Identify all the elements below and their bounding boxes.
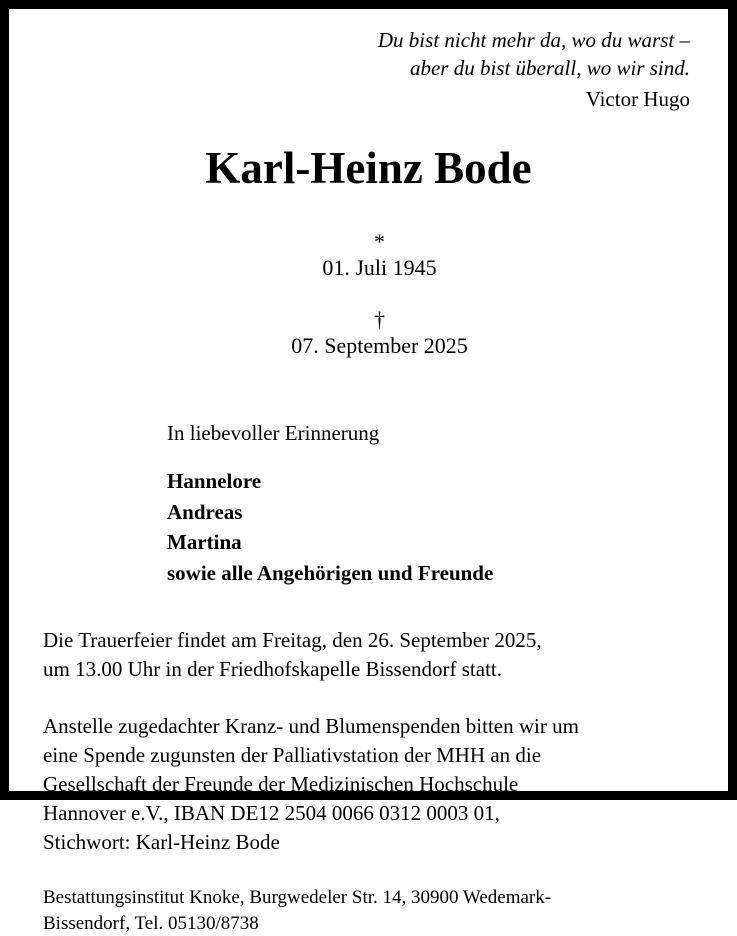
death-date: 07. September 2025	[291, 333, 468, 359]
ceremony-line-1: Die Trauerfeier findet am Freitag, den 26. September 2025,	[43, 628, 542, 653]
funeral-home-info	[43, 885, 694, 936]
funeral-home-line-2: Bissendorf, Tel. 05130/8738	[43, 912, 259, 934]
quote-line-2: aber du bist überall, wo wir sind.	[409, 55, 690, 80]
ceremony-line-2: um 13.00 Uhr in der Friedhofskapelle Bissendorf statt.	[43, 657, 503, 682]
quote-author: Victor Hugo	[585, 86, 690, 111]
donation-line-5: Stichwort: Karl-Heinz Bode	[43, 829, 280, 854]
quote-line-1: Du bist nicht mehr da, wo du warst –	[377, 28, 690, 52]
list-item: Hannelore	[167, 469, 262, 494]
list-item: Andreas	[167, 499, 243, 524]
survivors-list	[167, 466, 694, 588]
birth-symbol-icon: *	[374, 229, 385, 255]
life-dates	[43, 203, 694, 385]
memory-line: In liebevoller Erinnerung	[167, 421, 380, 446]
donation-line-2: eine Spende zugunsten der Palliativstation der MHH an die	[43, 743, 542, 767]
donation-line-4: Hannover e.V., IBAN DE12 2504 0066 0312 0003 01,	[43, 800, 500, 825]
birth-date: 01. Juli 1945	[322, 255, 437, 281]
donation-line-3: Gesellschaft der Freunde der Medizinischen Hochschule	[43, 771, 519, 796]
quote-block	[43, 27, 690, 83]
donation-line-1: Anstelle zugedachter Kranz- und Blumenspenden bitten wir um	[43, 714, 579, 739]
ceremony-paragraph	[43, 626, 694, 684]
death-symbol-icon: †	[374, 307, 385, 333]
funeral-home-line-1: Bestattungsinstitut Knoke, Burgwedeler Str. 14, 30900 Wedemark-	[43, 886, 552, 908]
donation-paragraph	[43, 712, 694, 857]
deceased-name: Karl-Heinz Bode	[205, 142, 532, 193]
list-item: sowie alle Angehörigen und Freunde	[167, 560, 494, 585]
list-item: Martina	[167, 530, 242, 555]
